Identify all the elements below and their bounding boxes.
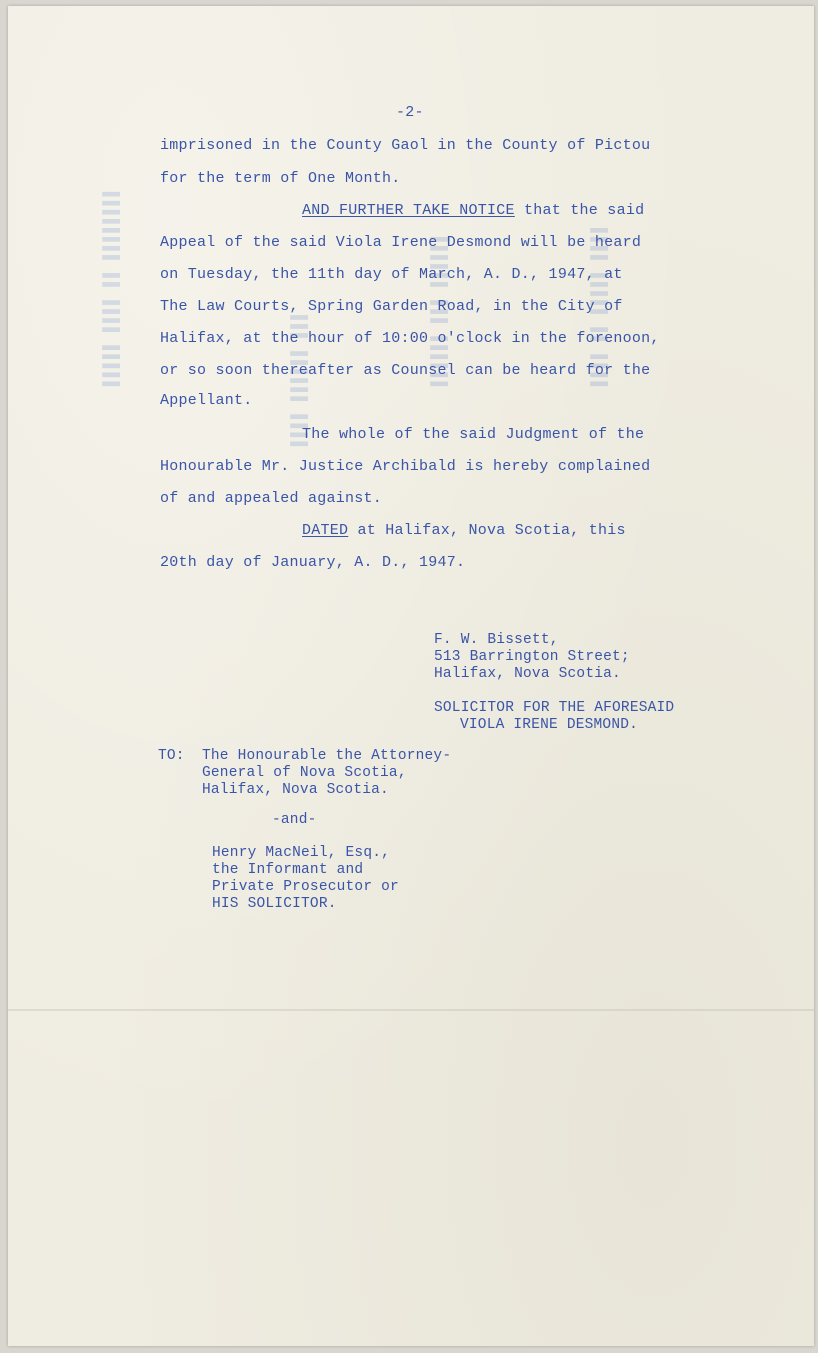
body-line-2: for the term of One Month. (160, 170, 401, 187)
solicitor-role-line-2: VIOLA IRENE DESMOND. (460, 717, 639, 733)
body-line-1: imprisoned in the County Gaol in the County of Pictou (160, 137, 651, 154)
body-line-10: The whole of the said Judgment of the (302, 426, 645, 443)
body-line-14: 20th day of January, A. D., 1947. (160, 554, 466, 571)
second-addressee-line-2: the Informant and (212, 862, 364, 878)
second-addressee-line-4: HIS SOLICITOR. (212, 896, 337, 912)
body-line-13-rest: at Halifax, Nova Scotia, this (348, 522, 626, 539)
second-addressee-line-3: Private Prosecutor or (212, 879, 399, 895)
second-addressee-line-1: Henry MacNeil, Esq., (212, 845, 391, 861)
body-line-4: Appeal of the said Viola Irene Desmond will be heard (160, 234, 642, 251)
dated-heading: DATED (302, 522, 349, 539)
body-line-8: or so soon thereafter as Counsel can be heard for the (160, 362, 651, 379)
page-number: -2- (396, 104, 424, 121)
body-line-3 (302, 202, 644, 219)
body-line-11: Honourable Mr. Justice Archibald is hereby complained (160, 458, 651, 475)
body-line-5: on Tuesday, the 11th day of March, A. D., 1947, at (160, 266, 623, 283)
document-page (8, 6, 814, 1346)
addressee-line-1: The Honourable the Attorney- (202, 748, 452, 764)
and-separator: -and- (272, 812, 317, 828)
solicitor-role-line-1: SOLICITOR FOR THE AFORESAID (434, 700, 675, 716)
addressee-line-2: General of Nova Scotia, (202, 765, 407, 781)
body-line-7: Halifax, at the hour of 10:00 o'clock in the forenoon, (160, 330, 660, 347)
signature-street: 513 Barrington Street; (434, 649, 630, 665)
bleed-through-mark: ▌▌▌▌▌ ▌▌▌▌ ▌▌ ▌▌▌▌▌▌▌▌ (102, 187, 120, 386)
bleed-through-mark: ▌▌▌▌ ▌▌ ▌▌▌▌▌ ▌▌▌▌ (590, 223, 608, 386)
to-label: TO: (158, 748, 185, 764)
body-line-6: The Law Courts, Spring Garden Road, in the City of (160, 298, 623, 315)
addressee-line-3: Halifax, Nova Scotia. (202, 782, 389, 798)
body-line-13 (302, 522, 626, 539)
paper-fold-line (8, 1009, 814, 1011)
signature-city: Halifax, Nova Scotia. (434, 666, 621, 682)
bleed-through-mark: ▌▌▌▌▌▌ ▌▌▌ ▌▌▌▌▌▌ (430, 232, 448, 386)
further-notice-heading: AND FURTHER TAKE NOTICE (302, 202, 515, 219)
body-line-3-rest: that the said (514, 202, 645, 219)
body-line-12: of and appealed against. (160, 490, 383, 507)
signature-name: F. W. Bissett, (434, 632, 559, 648)
body-line-9: Appellant. (160, 392, 253, 409)
bleed-through-mark: ▌▌▌▌ ▌▌▌▌▌▌ ▌▌▌ (290, 310, 308, 446)
